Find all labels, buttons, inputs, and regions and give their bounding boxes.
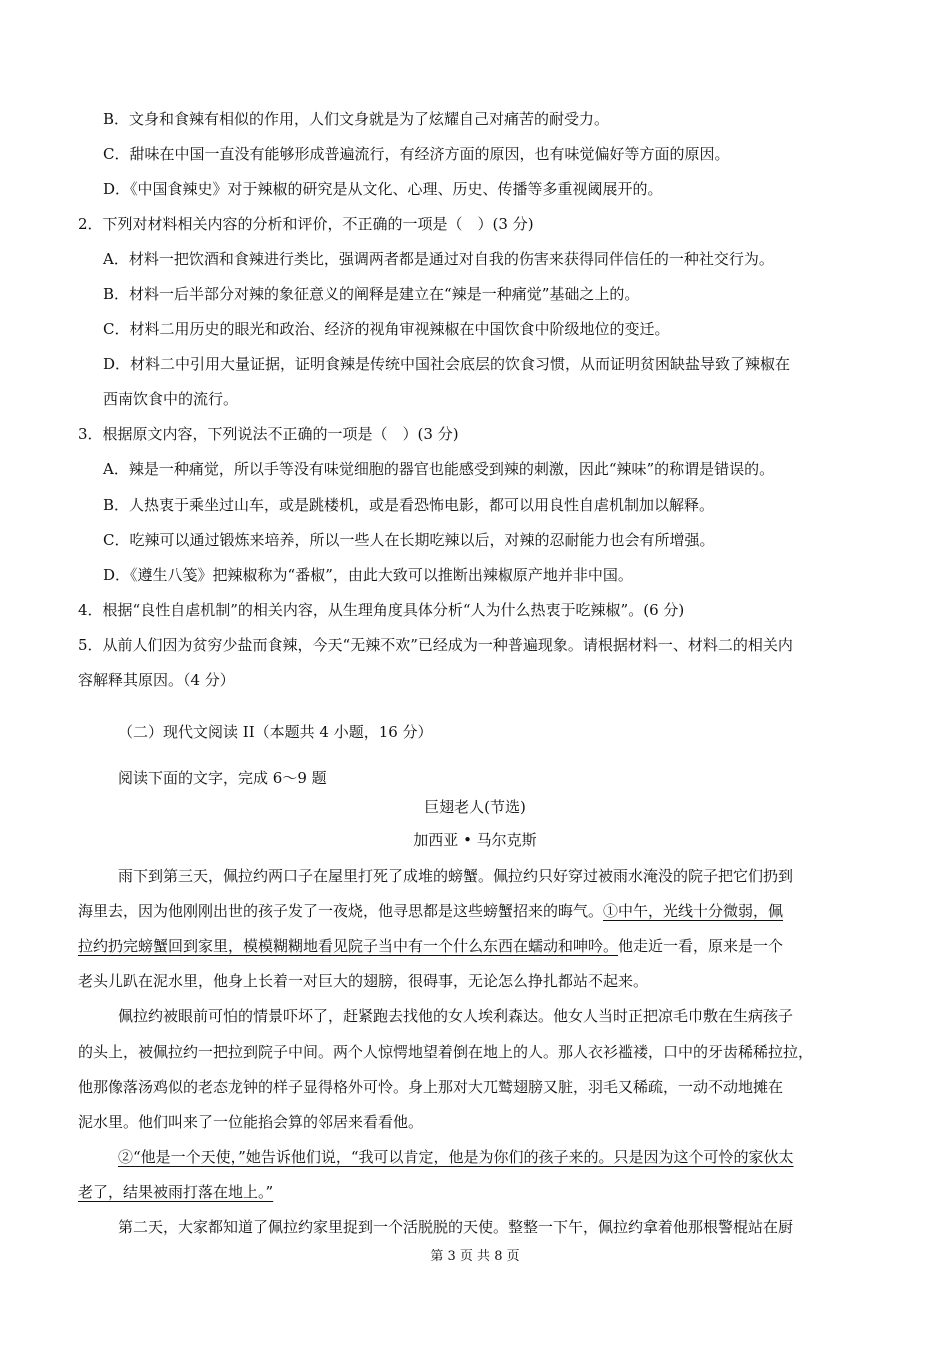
q2-option-a: A．材料一把饮酒和食辣进行类比，强调两者都是通过对自我的伤害来获得同伴信任的一种社交行为。	[103, 250, 774, 268]
q2-stem: 2．下列对材料相关内容的分析和评价，不正确的一项是（ ）(3 分)	[78, 215, 534, 233]
q2-option-d: D．材料二中引用大量证据，证明食辣是传统中国社会底层的饮食习惯，从而证明贫困缺盐导致了辣椒在	[103, 355, 791, 373]
passage-paragraph-line: 老头儿趴在泥水里，他身上长着一对巨大的翅膀，很碍事，无论怎么挣扎都站不起来。	[78, 972, 649, 990]
underlined-sentence-2-cont: 老了，结果被雨打落在地上。”	[78, 1183, 274, 1201]
reading-instruction: 阅读下面的文字，完成 6～9 题	[118, 769, 327, 787]
q2-option-d-cont: 西南饮食中的流行。	[103, 390, 239, 408]
passage-paragraph-line	[78, 935, 783, 957]
passage-author: 加西亚 • 马尔克斯	[413, 831, 537, 849]
q3-option-a: A．辣是一种痛觉，所以手等没有味觉细胞的器官也能感受到辣的刺激，因此“辣味”的称谓是错误的。	[103, 460, 775, 478]
underlined-sentence-1-cont: 拉约扔完螃蟹回到家里，模模糊糊地看见院子当中有一个什么东西在蠕动和呻吟。	[78, 937, 619, 955]
underlined-sentence-1: ①中午，光线十分微弱，佩	[603, 902, 784, 920]
section-heading: （二）现代文阅读 II（本题共 4 小题，16 分）	[118, 723, 433, 741]
q2-option-c: C．材料二用历史的眼光和政治、经济的视角审视辣椒在中国饮食中阶级地位的变迁。	[103, 320, 670, 338]
plain-text: 海里去，因为他刚刚出世的孩子发了一夜烧，他寻思都是这些螃蟹招来的晦气。	[78, 902, 604, 920]
page-footer: 第 3 页 共 8 页	[430, 1249, 520, 1264]
q1-option-d: D．《中国食辣史》对于辣椒的研究是从文化、心理、历史、传播等多重视阈展开的。	[103, 180, 663, 198]
q3-option-b: B．人热衷于乘坐过山车，或是跳楼机，或是看恐怖电影，都可以用良性自虐机制加以解释。	[103, 496, 715, 514]
passage-paragraph-line: 雨下到第三天，佩拉约两口子在屋里打死了成堆的螃蟹。佩拉约只好穿过被雨水淹没的院子把它们扔到	[118, 867, 794, 885]
passage-title: 巨翅老人(节选)	[424, 798, 526, 816]
passage-paragraph-line	[78, 900, 783, 922]
q5-stem-cont: 容解释其原因。（4 分）	[78, 671, 235, 689]
q3-stem: 3．根据原文内容，下列说法不正确的一项是（ ）(3 分)	[78, 425, 459, 443]
passage-paragraph-line: 泥水里。他们叫来了一位能掐会算的邻居来看看他。	[78, 1113, 424, 1131]
passage-paragraph-line: 的头上，被佩拉约一把拉到院子中间。两个人惊愕地望着倒在地上的人。那人衣衫褴褛，口中的牙齿稀稀拉拉，	[78, 1043, 814, 1061]
q3-option-c: C．吃辣可以通过锻炼来培养，所以一些人在长期吃辣以后，对辣的忍耐能力也会有所增强。	[103, 531, 715, 549]
passage-paragraph-line: 佩拉约被眼前可怕的情景吓坏了，赶紧跑去找他的女人埃利森达。他女人当时正把凉毛巾敷在生病孩子	[118, 1007, 794, 1025]
q3-option-d: D．《遵生八笺》把辣椒称为“番椒”，由此大致可以推断出辣椒原产地并非中国。	[103, 566, 633, 584]
plain-text: 他走近一看，原来是一个	[618, 937, 784, 955]
passage-paragraph-line: 第二天，大家都知道了佩拉约家里捉到一个活脱脱的天使。整整一下午，佩拉约拿着他那根警棍站在厨	[118, 1218, 794, 1236]
q5-stem: 5．从前人们因为贫穷少盐而食辣，今天“无辣不欢”已经成为一种普遍现象。请根据材料一、材料二的相关内	[78, 636, 793, 654]
q2-option-b: B．材料一后半部分对辣的象征意义的阐释是建立在“辣是一种痛觉”基础之上的。	[103, 285, 640, 303]
q4-stem: 4．根据“良性自虐机制”的相关内容，从生理角度具体分析“人为什么热衷于吃辣椒”。(6 分)	[78, 601, 685, 619]
q1-option-b: B．文身和食辣有相似的作用，人们文身就是为了炫耀自己对痛苦的耐受力。	[103, 110, 610, 128]
passage-paragraph-line: 他那像落汤鸡似的老态龙钟的样子显得格外可怜。身上那对大兀鹫翅膀又脏，羽毛又稀疏，一动不动地摊在	[78, 1078, 784, 1096]
q1-option-c: C．甜味在中国一直没有能够形成普遍流行，有经济方面的原因，也有味觉偏好等方面的原因。	[103, 145, 730, 163]
underlined-sentence-2: ②“他是一个天使，”她告诉他们说，“我可以肯定，他是为你们的孩子来的。只是因为这个可怜的家伙太	[118, 1148, 794, 1166]
